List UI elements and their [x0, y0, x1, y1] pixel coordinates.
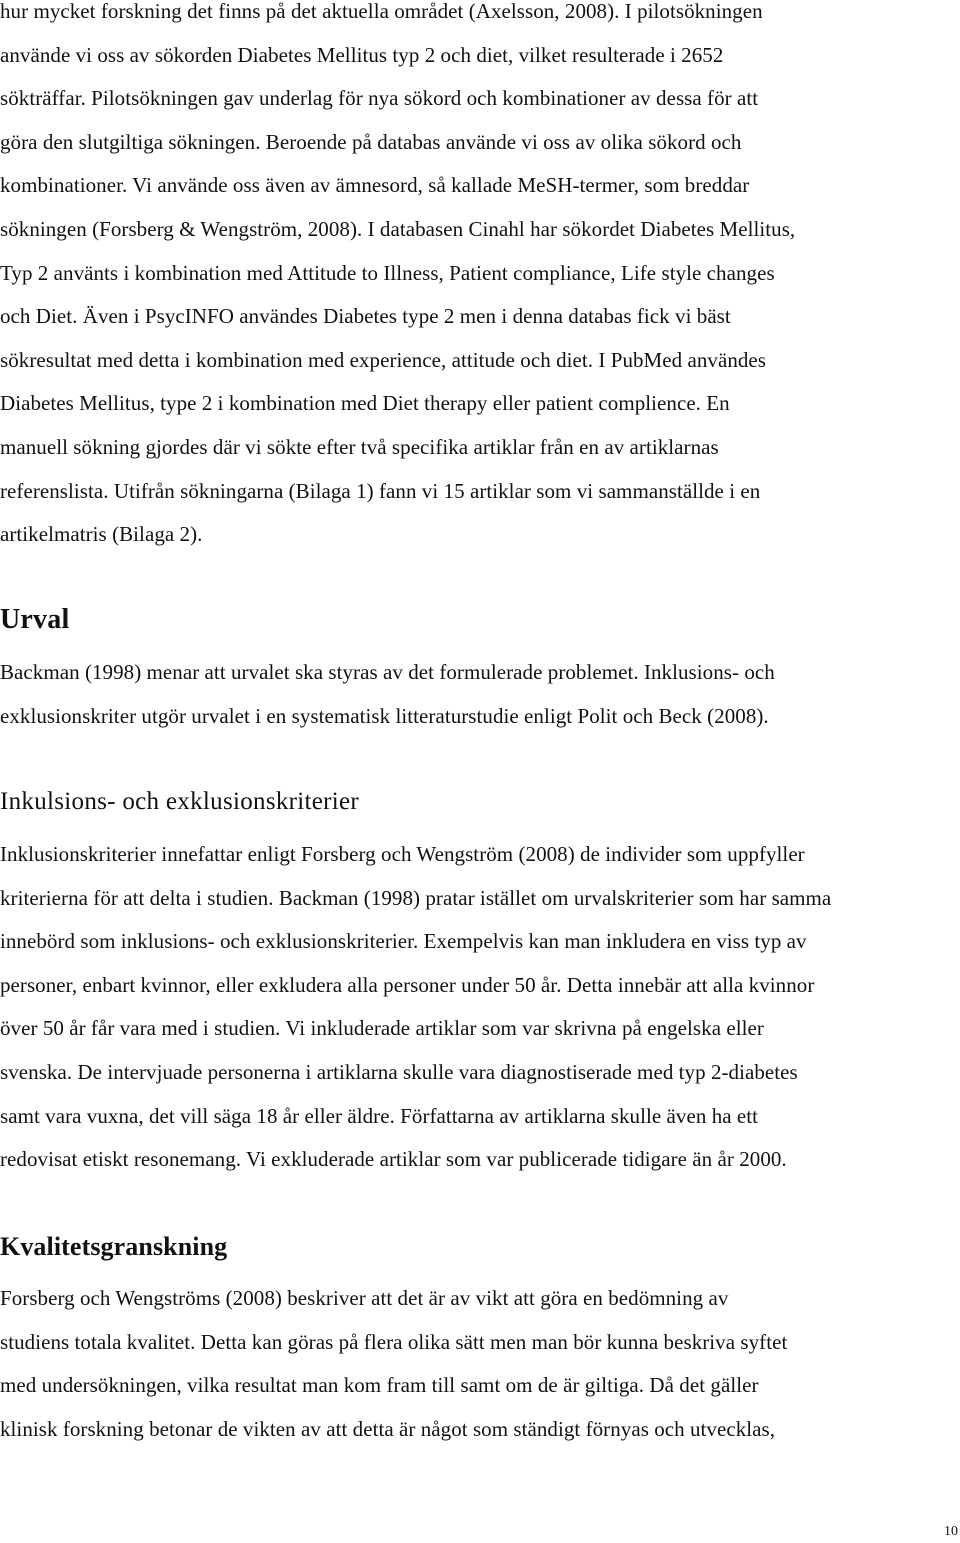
- text-line: personer, enbart kvinnor, eller exkludera alla personer under 50 år. Detta innebär att alla kvinnor: [0, 972, 815, 997]
- text-line: kombinationer. Vi använde oss även av ämnesord, så kallade MeSH-termer, som breddar: [0, 173, 750, 198]
- text-line: samt vara vuxna, det vill säga 18 år eller äldre. Författarna av artiklarna skulle även ha ett: [0, 1103, 759, 1128]
- text-line: referenslista. Utifrån sökningarna (Bilaga 1) fann vi 15 artiklar som vi sammanställde i en: [0, 478, 761, 503]
- kvalitet-paragraph: [0, 1277, 960, 1451]
- text-line: exklusionskriter utgör urvalet i en systematisk litteraturstudie enligt Polit och Beck (2008).: [0, 703, 769, 728]
- urval-paragraph: [0, 651, 960, 738]
- text-line: redovisat etiskt resonemang. Vi exkluderade artiklar som var publicerade tidigare än år 2000.: [0, 1147, 787, 1172]
- text-line: sökningen (Forsberg & Wengström, 2008). I databasen Cinahl har sökordet Diabetes Mellitus,: [0, 216, 796, 241]
- text-line: använde vi oss av sökorden Diabetes Mellitus typ 2 och diet, vilket resulterade i 2652: [0, 42, 724, 67]
- section-heading-kvalitetsgranskning: Kvalitetsgranskning: [0, 1232, 228, 1261]
- text-line: manuell sökning gjordes där vi sökte efter två specifika artiklar från en av artiklarnas: [0, 434, 719, 459]
- text-line: hur mycket forskning det finns på det aktuella området (Axelsson, 2008). I pilotsökningen: [0, 0, 763, 23]
- text-line: göra den slutgiltiga sökningen. Beroende på databas använde vi oss av olika sökord och: [0, 129, 742, 154]
- text-line: sökresultat med detta i kombination med experience, attitude och diet. I PubMed användes: [0, 347, 767, 372]
- text-line: innebörd som inklusions- och exklusionskriterier. Exempelvis kan man inkludera en viss typ av: [0, 929, 807, 954]
- text-line: Backman (1998) menar att urvalet ska styras av det formulerade problemet. Inklusions- och: [0, 660, 775, 684]
- text-line: artikelmatris (Bilaga 2).: [0, 522, 203, 547]
- text-line: med undersökningen, vilka resultat man kom fram till samt om de är giltiga. Då det gäller: [0, 1373, 759, 1398]
- kriterier-paragraph: [0, 833, 960, 1182]
- text-line: svenska. De intervjuade personerna i artiklarna skulle vara diagnostiserade med typ 2-diabetes: [0, 1059, 798, 1084]
- page-number: 10: [944, 1524, 958, 1539]
- text-line: studiens totala kvalitet. Detta kan göras på flera olika sätt men man bör kunna beskriva syftet: [0, 1329, 788, 1354]
- intro-paragraph: [0, 0, 960, 557]
- text-line: Typ 2 använts i kombination med Attitude to Illness, Patient compliance, Life style changes: [0, 260, 775, 285]
- text-line: Inklusionskriterier innefattar enligt Forsberg och Wengström (2008) de individer som uppfyller: [0, 842, 805, 866]
- text-line: Forsberg och Wengströms (2008) beskriver att det är av vikt att göra en bedömning av: [0, 1286, 729, 1310]
- text-line: över 50 år får vara med i studien. Vi inkluderade artiklar som var skrivna på engelska eller: [0, 1016, 764, 1041]
- section-heading-urval: Urval: [0, 604, 70, 635]
- text-line: klinisk forskning betonar de vikten av att detta är något som ständigt förnyas och utvecklas,: [0, 1416, 776, 1441]
- text-line: kriterierna för att delta i studien. Backman (1998) pratar istället om urvalskriterier som har samma: [0, 885, 832, 910]
- text-line: och Diet. Även i PsycINFO användes Diabetes type 2 men i denna databas fick vi bäst: [0, 304, 731, 329]
- text-line: Diabetes Mellitus, type 2 i kombination med Diet therapy eller patient complience. En: [0, 391, 730, 416]
- section-heading-kriterier: Inkulsions- och exklusionskriterier: [0, 788, 360, 815]
- text-line: sökträffar. Pilotsökningen gav underlag för nya sökord och kombinationer av dessa för att: [0, 86, 759, 111]
